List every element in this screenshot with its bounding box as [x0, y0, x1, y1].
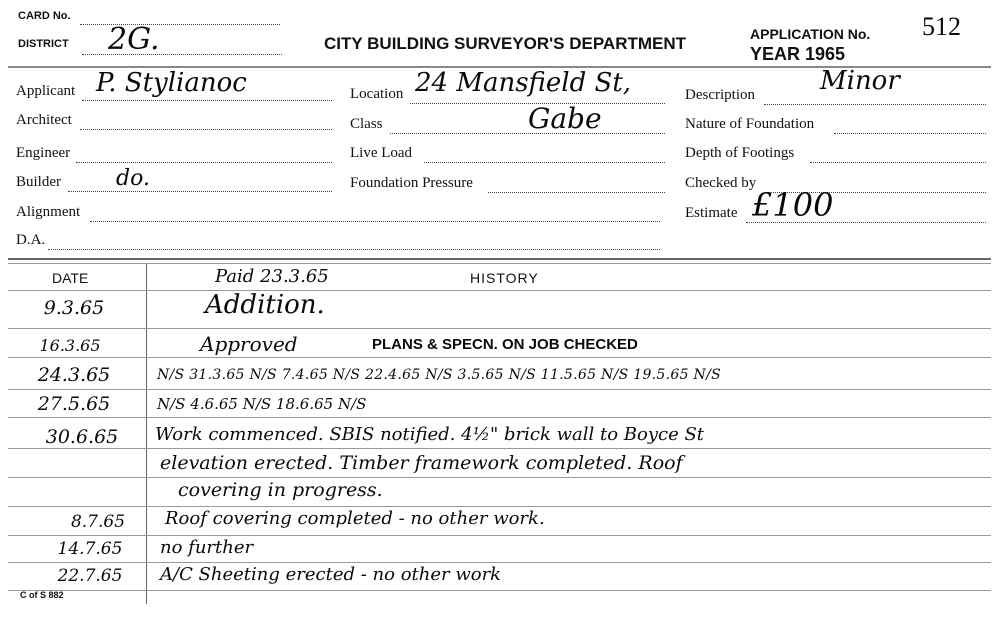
history-row-date: 30.6.65	[45, 426, 119, 448]
history-row-date: 14.7.65	[57, 539, 123, 559]
history-row-rule	[8, 590, 991, 591]
card-no-label: CARD No.	[18, 10, 71, 22]
class-line	[390, 133, 665, 134]
applicant-line	[82, 100, 332, 101]
depth-label: Depth of Footings	[685, 145, 795, 161]
builder-label: Builder	[16, 174, 61, 190]
architect-line	[80, 129, 332, 130]
live-load-label: Live Load	[350, 145, 413, 161]
description-value: Minor	[820, 66, 900, 96]
history-row-date: 27.5.65	[37, 393, 111, 415]
application-label: APPLICATION No.	[750, 26, 871, 42]
engineer-label: Engineer	[16, 145, 71, 161]
builder-value: do.	[116, 166, 150, 191]
history-row-text: Addition.	[205, 290, 325, 320]
date-header: DATE	[52, 270, 89, 286]
checked-label: Checked by	[685, 175, 757, 191]
district-value: 2G.	[108, 22, 160, 57]
nature-line	[834, 133, 986, 134]
history-row-date: 9.3.65	[43, 297, 105, 319]
history-row-text: Roof covering completed - no other work.	[165, 508, 545, 529]
district-label: DISTRICT	[18, 38, 69, 50]
history-row-date: 8.7.65	[70, 512, 126, 532]
history-row-rule	[8, 448, 991, 449]
application-value: 512	[922, 12, 961, 41]
location-value: 24 Mansfield St,	[415, 68, 632, 98]
history-row-rule	[8, 357, 991, 358]
history-row-rule	[8, 389, 991, 390]
history-row-rule	[8, 417, 991, 418]
foundation-pressure-line	[488, 192, 665, 193]
history-row-text: A/C Sheeting erected - no other work	[160, 564, 502, 585]
class-label: Class	[350, 116, 383, 132]
history-row-rule	[8, 506, 991, 507]
estimate-label: Estimate	[685, 205, 738, 221]
da-label: D.A.	[16, 232, 46, 248]
location-label: Location	[350, 86, 404, 102]
description-label: Description	[685, 87, 755, 103]
history-row-text: elevation erected. Timber framework completed. Roof	[160, 452, 683, 474]
history-row-text: N/S 4.6.65 N/S 18.6.65 N/S	[157, 395, 367, 413]
description-line	[764, 104, 986, 105]
alignment-line	[90, 221, 660, 222]
history-top-rule	[8, 258, 991, 260]
history-row-date: 16.3.65	[39, 336, 101, 355]
history-row-date: 22.7.65	[57, 566, 123, 586]
architect-label: Architect	[16, 112, 72, 128]
history-row-date: 24.3.65	[37, 364, 111, 386]
history-row-rule	[8, 328, 991, 329]
history-header: HISTORY	[470, 270, 539, 286]
depth-line	[810, 162, 986, 163]
history-row-text: no further	[160, 537, 254, 558]
history-row-printed-note: PLANS & SPECN. ON JOB CHECKED	[372, 336, 638, 353]
history-row-text: covering in progress.	[178, 479, 383, 501]
history-row-rule	[8, 477, 991, 478]
history-top-rule-2	[8, 263, 991, 264]
form-code: C of S 882	[20, 590, 64, 600]
history-row-rule	[8, 562, 991, 563]
location-value-suburb: Gabe	[528, 102, 602, 135]
estimate-value: £100	[752, 186, 834, 224]
paid-note: Paid 23.3.65	[215, 266, 329, 287]
engineer-line	[76, 162, 332, 163]
applicant-label: Applicant	[16, 83, 76, 99]
applicant-value: P. Stylianoc	[96, 68, 247, 98]
history-header-rule	[8, 290, 991, 291]
year-label: YEAR 1965	[750, 44, 846, 64]
foundation-pressure-label: Foundation Pressure	[350, 175, 473, 191]
history-row-rule	[8, 535, 991, 536]
da-line	[48, 249, 660, 250]
builder-line	[68, 191, 332, 192]
nature-label: Nature of Foundation	[685, 116, 815, 132]
history-row-text: N/S 31.3.65 N/S 7.4.65 N/S 22.4.65 N/S 3.5.65 N/S 11.5.65 N/S 19.5.65 N/S	[157, 367, 722, 383]
live-load-line	[424, 162, 665, 163]
alignment-label: Alignment	[16, 204, 81, 220]
department-title: CITY BUILDING SURVEYOR'S DEPARTMENT	[324, 34, 687, 53]
history-row-text: Approved	[200, 332, 298, 356]
history-row-text: Work commenced. SBIS notified. 4½" brick wall to Boyce St	[155, 424, 705, 445]
